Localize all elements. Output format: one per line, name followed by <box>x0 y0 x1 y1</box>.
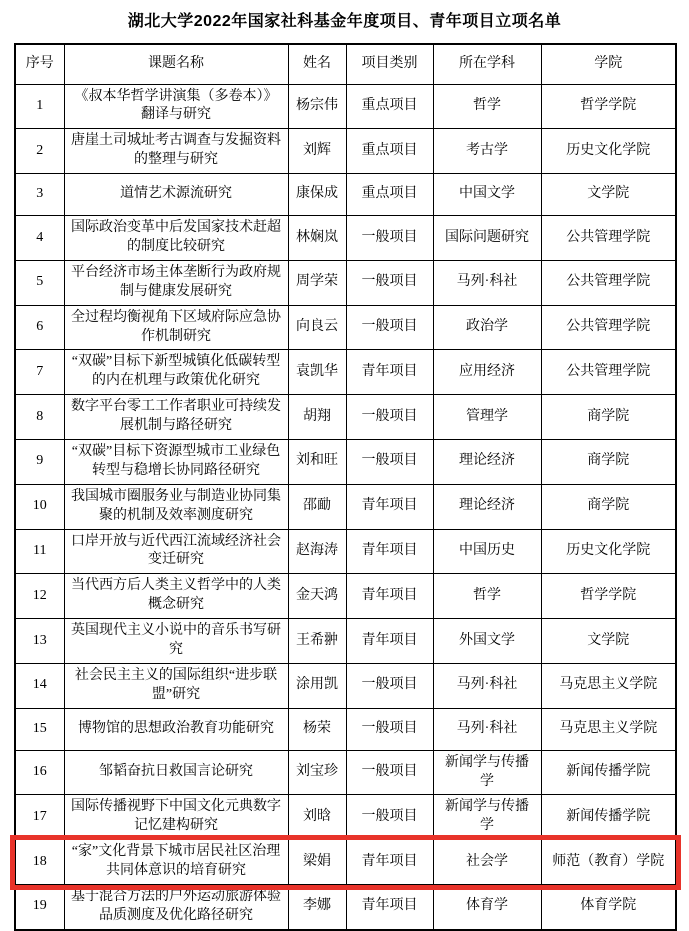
cell-topic: 全过程均衡视角下区域府际应急协作机制研究 <box>64 305 288 350</box>
cell-discipline: 新闻学与传播学 <box>433 750 541 795</box>
cell-category: 青年项目 <box>346 574 433 619</box>
cell-topic: 国际政治变革中后发国家技术赶超的制度比较研究 <box>64 216 288 261</box>
cell-no: 10 <box>15 484 64 529</box>
cell-no: 1 <box>15 84 64 129</box>
cell-topic: 我国城市圈服务业与制造业协同集聚的机制及效率测度研究 <box>64 484 288 529</box>
cell-college: 商学院 <box>541 395 676 440</box>
cell-topic: 邹韬奋抗日救国言论研究 <box>64 750 288 795</box>
cell-category: 一般项目 <box>346 663 433 708</box>
cell-topic: 平台经济市场主体垄断行为政府规制与健康发展研究 <box>64 260 288 305</box>
cell-no: 5 <box>15 260 64 305</box>
cell-topic: 社会民主主义的国际组织“进步联盟”研究 <box>64 663 288 708</box>
cell-topic: 博物馆的思想政治教育功能研究 <box>64 708 288 750</box>
cell-no: 18 <box>15 840 64 885</box>
cell-discipline: 理论经济 <box>433 439 541 484</box>
col-header-college: 学院 <box>541 44 676 84</box>
cell-name: 袁凯华 <box>288 350 346 395</box>
cell-name: 刘晗 <box>288 795 346 840</box>
cell-discipline: 马列·科社 <box>433 260 541 305</box>
cell-no: 2 <box>15 129 64 174</box>
col-header-discipline: 所在学科 <box>433 44 541 84</box>
cell-college: 文学院 <box>541 174 676 216</box>
cell-college: 历史文化学院 <box>541 529 676 574</box>
cell-college: 哲学学院 <box>541 84 676 129</box>
table-row <box>15 619 676 664</box>
cell-name: 杨宗伟 <box>288 84 346 129</box>
cell-name: 康保成 <box>288 174 346 216</box>
table-row <box>15 305 676 350</box>
cell-college: 公共管理学院 <box>541 305 676 350</box>
table-row <box>15 574 676 619</box>
cell-name: 周学荣 <box>288 260 346 305</box>
cell-college: 新闻传播学院 <box>541 795 676 840</box>
cell-no: 8 <box>15 395 64 440</box>
table-row <box>15 395 676 440</box>
cell-college: 马克思主义学院 <box>541 663 676 708</box>
cell-name: 林娴岚 <box>288 216 346 261</box>
cell-name: 涂用凯 <box>288 663 346 708</box>
cell-no: 17 <box>15 795 64 840</box>
col-header-topic: 课题名称 <box>64 44 288 84</box>
cell-category: 一般项目 <box>346 305 433 350</box>
cell-discipline: 国际问题研究 <box>433 216 541 261</box>
cell-no: 9 <box>15 439 64 484</box>
cell-category: 一般项目 <box>346 395 433 440</box>
cell-college: 体育学院 <box>541 885 676 930</box>
cell-name: 李娜 <box>288 885 346 930</box>
cell-college: 师范（教育）学院 <box>541 840 676 885</box>
cell-college: 公共管理学院 <box>541 350 676 395</box>
table-row <box>15 885 676 930</box>
cell-no: 13 <box>15 619 64 664</box>
table-row <box>15 260 676 305</box>
cell-name: 梁娟 <box>288 840 346 885</box>
col-header-no: 序号 <box>15 44 64 84</box>
highlighted-row <box>15 840 676 885</box>
cell-discipline: 马列·科社 <box>433 708 541 750</box>
cell-no: 16 <box>15 750 64 795</box>
cell-name: 金天鸿 <box>288 574 346 619</box>
table-row <box>15 129 676 174</box>
cell-college: 哲学学院 <box>541 574 676 619</box>
cell-name: 杨荣 <box>288 708 346 750</box>
cell-category: 一般项目 <box>346 216 433 261</box>
cell-topic: “双碳”目标下资源型城市工业绿色转型与稳增长协同路径研究 <box>64 439 288 484</box>
cell-no: 7 <box>15 350 64 395</box>
cell-discipline: 政治学 <box>433 305 541 350</box>
cell-no: 6 <box>15 305 64 350</box>
cell-discipline: 应用经济 <box>433 350 541 395</box>
cell-name: 胡翔 <box>288 395 346 440</box>
table-row <box>15 708 676 750</box>
cell-college: 商学院 <box>541 484 676 529</box>
cell-category: 青年项目 <box>346 885 433 930</box>
cell-no: 15 <box>15 708 64 750</box>
cell-discipline: 马列·科社 <box>433 663 541 708</box>
cell-discipline: 体育学 <box>433 885 541 930</box>
cell-discipline: 哲学 <box>433 84 541 129</box>
page-title: 湖北大学2022年国家社科基金年度项目、青年项目立项名单 <box>127 13 562 30</box>
cell-no: 4 <box>15 216 64 261</box>
cell-topic: “家”文化背景下城市居民社区治理共同体意识的培育研究 <box>64 840 288 885</box>
cell-name: 向良云 <box>288 305 346 350</box>
cell-topic: 口岸开放与近代西江流域经济社会变迁研究 <box>64 529 288 574</box>
cell-name: 邵勔 <box>288 484 346 529</box>
cell-college: 新闻传播学院 <box>541 750 676 795</box>
cell-discipline: 社会学 <box>433 840 541 885</box>
table-row <box>15 439 676 484</box>
cell-category: 青年项目 <box>346 529 433 574</box>
table-row <box>15 529 676 574</box>
cell-no: 11 <box>15 529 64 574</box>
cell-category: 青年项目 <box>346 484 433 529</box>
cell-category: 青年项目 <box>346 840 433 885</box>
cell-college: 文学院 <box>541 619 676 664</box>
cell-discipline: 管理学 <box>433 395 541 440</box>
table-row <box>15 795 676 840</box>
cell-discipline: 新闻学与传播学 <box>433 795 541 840</box>
cell-topic: 唐崖土司城址考古调查与发掘资料的整理与研究 <box>64 129 288 174</box>
table-row <box>15 750 676 795</box>
cell-name: 王希翀 <box>288 619 346 664</box>
cell-topic: “双碳”目标下新型城镇化低碳转型的内在机理与政策优化研究 <box>64 350 288 395</box>
cell-topic: 英国现代主义小说中的音乐书写研究 <box>64 619 288 664</box>
cell-topic: 《叔本华哲学讲演集（多卷本）》翻译与研究 <box>64 84 288 129</box>
cell-discipline: 哲学 <box>433 574 541 619</box>
cell-category: 青年项目 <box>346 350 433 395</box>
cell-category: 一般项目 <box>346 750 433 795</box>
cell-topic: 当代西方后人类主义哲学中的人类概念研究 <box>64 574 288 619</box>
project-list-table <box>14 43 677 931</box>
cell-name: 刘宝珍 <box>288 750 346 795</box>
table-row <box>15 350 676 395</box>
cell-no: 12 <box>15 574 64 619</box>
cell-category: 一般项目 <box>346 260 433 305</box>
cell-category: 一般项目 <box>346 708 433 750</box>
cell-college: 马克思主义学院 <box>541 708 676 750</box>
cell-category: 重点项目 <box>346 174 433 216</box>
col-header-name: 姓名 <box>288 44 346 84</box>
table-row <box>15 174 676 216</box>
cell-no: 3 <box>15 174 64 216</box>
cell-college: 历史文化学院 <box>541 129 676 174</box>
cell-college: 公共管理学院 <box>541 260 676 305</box>
cell-topic: 道情艺术源流研究 <box>64 174 288 216</box>
cell-discipline: 考古学 <box>433 129 541 174</box>
table-row <box>15 484 676 529</box>
cell-name: 赵海涛 <box>288 529 346 574</box>
cell-discipline: 理论经济 <box>433 484 541 529</box>
cell-name: 刘和旺 <box>288 439 346 484</box>
table-row <box>15 84 676 129</box>
cell-college: 商学院 <box>541 439 676 484</box>
table-row <box>15 216 676 261</box>
table-header-row <box>15 44 676 84</box>
cell-discipline: 外国文学 <box>433 619 541 664</box>
cell-category: 一般项目 <box>346 439 433 484</box>
cell-college: 公共管理学院 <box>541 216 676 261</box>
cell-no: 19 <box>15 885 64 930</box>
cell-discipline: 中国历史 <box>433 529 541 574</box>
cell-category: 重点项目 <box>346 84 433 129</box>
cell-no: 14 <box>15 663 64 708</box>
col-header-category: 项目类别 <box>346 44 433 84</box>
cell-name: 刘辉 <box>288 129 346 174</box>
cell-topic: 数字平台零工工作者职业可持续发展机制与路径研究 <box>64 395 288 440</box>
cell-category: 重点项目 <box>346 129 433 174</box>
cell-category: 青年项目 <box>346 619 433 664</box>
table-row <box>15 663 676 708</box>
cell-topic: 基于混合方法的户外运动旅游体验品质测度及优化路径研究 <box>64 885 288 930</box>
cell-discipline: 中国文学 <box>433 174 541 216</box>
cell-topic: 国际传播视野下中国文化元典数字记忆建构研究 <box>64 795 288 840</box>
cell-category: 一般项目 <box>346 795 433 840</box>
